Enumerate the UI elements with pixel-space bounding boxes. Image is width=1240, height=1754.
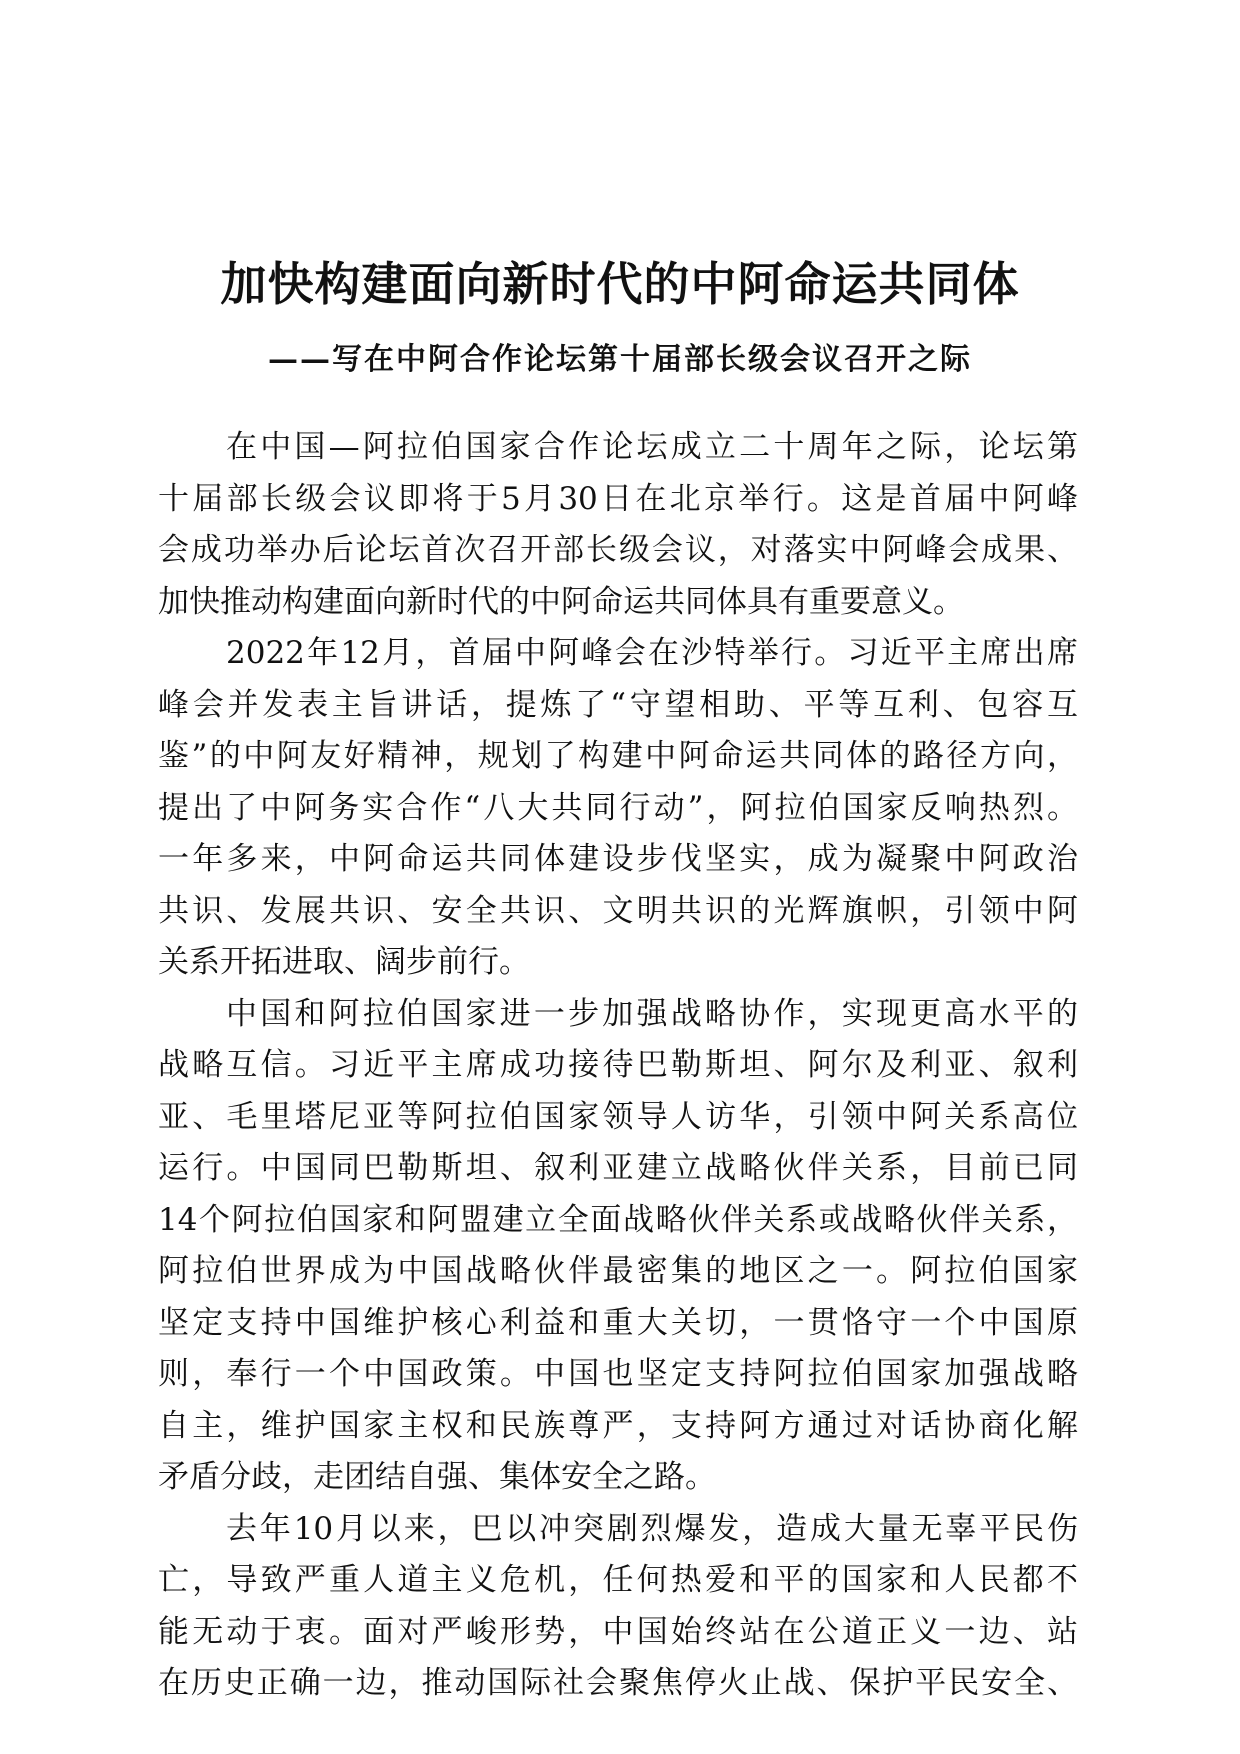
article-title: 加快构建面向新时代的中阿命运共同体 <box>220 257 1020 311</box>
text-line: 在中国—阿拉伯国家合作论坛成立二十周年之际，论坛第 <box>226 429 1078 465</box>
text-line: 去年10月以来，巴以冲突剧烈爆发，造成大量无辜平民伤 <box>226 1510 1078 1547</box>
text-line: 阿拉伯世界成为中国战略伙伴最密集的地区之一。阿拉伯国家 <box>158 1253 1078 1289</box>
text-line: 2022年12月，首届中阿峰会在沙特举行。习近平主席出席 <box>226 635 1078 671</box>
text-line: 共识、发展共识、安全共识、文明共识的光辉旗帜，引领中阿 <box>158 892 1078 929</box>
text-line: 则，奉行一个中国政策。中国也坚定支持阿拉伯国家加强战略 <box>158 1356 1078 1392</box>
text-line: 矛盾分歧，走团结自强、集体安全之路。 <box>158 1459 716 1495</box>
text-line: 亚、毛里塔尼亚等阿拉伯国家领导人访华，引领中阿关系高位 <box>158 1098 1078 1135</box>
text-line: 峰会并发表主旨讲话，提炼了“守望相助、平等互利、包容互 <box>158 686 1078 723</box>
text-line: 加快推动构建面向新时代的中阿命运共同体具有重要意义。 <box>158 583 964 620</box>
text-line: 坚定支持中国维护核心利益和重大关切，一贯恪守一个中国原 <box>158 1304 1078 1341</box>
text-line: 鉴”的中阿友好精神，规划了构建中阿命运共同体的路径方向， <box>158 738 1078 774</box>
text-line: 14个阿拉伯国家和阿盟建立全面战略伙伴关系或战略伙伴关系， <box>158 1201 1078 1238</box>
text-line: 亡，导致严重人道主义危机，任何热爱和平的国家和人民都不 <box>158 1562 1078 1598</box>
article-body <box>158 422 1078 1710</box>
text-line: 提出了中阿务实合作“八大共同行动”，阿拉伯国家反响热烈。 <box>158 789 1078 826</box>
text-line: 会成功举办后论坛首次召开部长级会议，对落实中阿峰会成果、 <box>158 532 1078 568</box>
text-line: 战略互信。习近平主席成功接待巴勒斯坦、阿尔及利亚、叙利 <box>158 1047 1078 1083</box>
text-line: 在历史正确一边，推动国际社会聚焦停火止战、保护平民安全、 <box>158 1665 1078 1701</box>
text-line: 关系开拓进取、阔步前行。 <box>158 944 530 980</box>
text-line: 中国和阿拉伯国家进一步加强战略协作，实现更高水平的 <box>226 995 1078 1032</box>
text-line: 一年多来，中阿命运共同体建设步伐坚实，成为凝聚中阿政治 <box>158 841 1078 877</box>
text-line: 运行。中国同巴勒斯坦、叙利亚建立战略伙伴关系，目前已同 <box>158 1150 1078 1186</box>
article-subtitle: ——写在中阿合作论坛第十届部长级会议召开之际 <box>268 342 972 377</box>
text-line: 自主，维护国家主权和民族尊严，支持阿方通过对话协商化解 <box>158 1407 1078 1444</box>
text-line: 能无动于衷。面对严峻形势，中国始终站在公道正义一边、站 <box>158 1613 1078 1650</box>
text-line: 十届部长级会议即将于5月30日在北京举行。这是首届中阿峰 <box>158 480 1078 517</box>
